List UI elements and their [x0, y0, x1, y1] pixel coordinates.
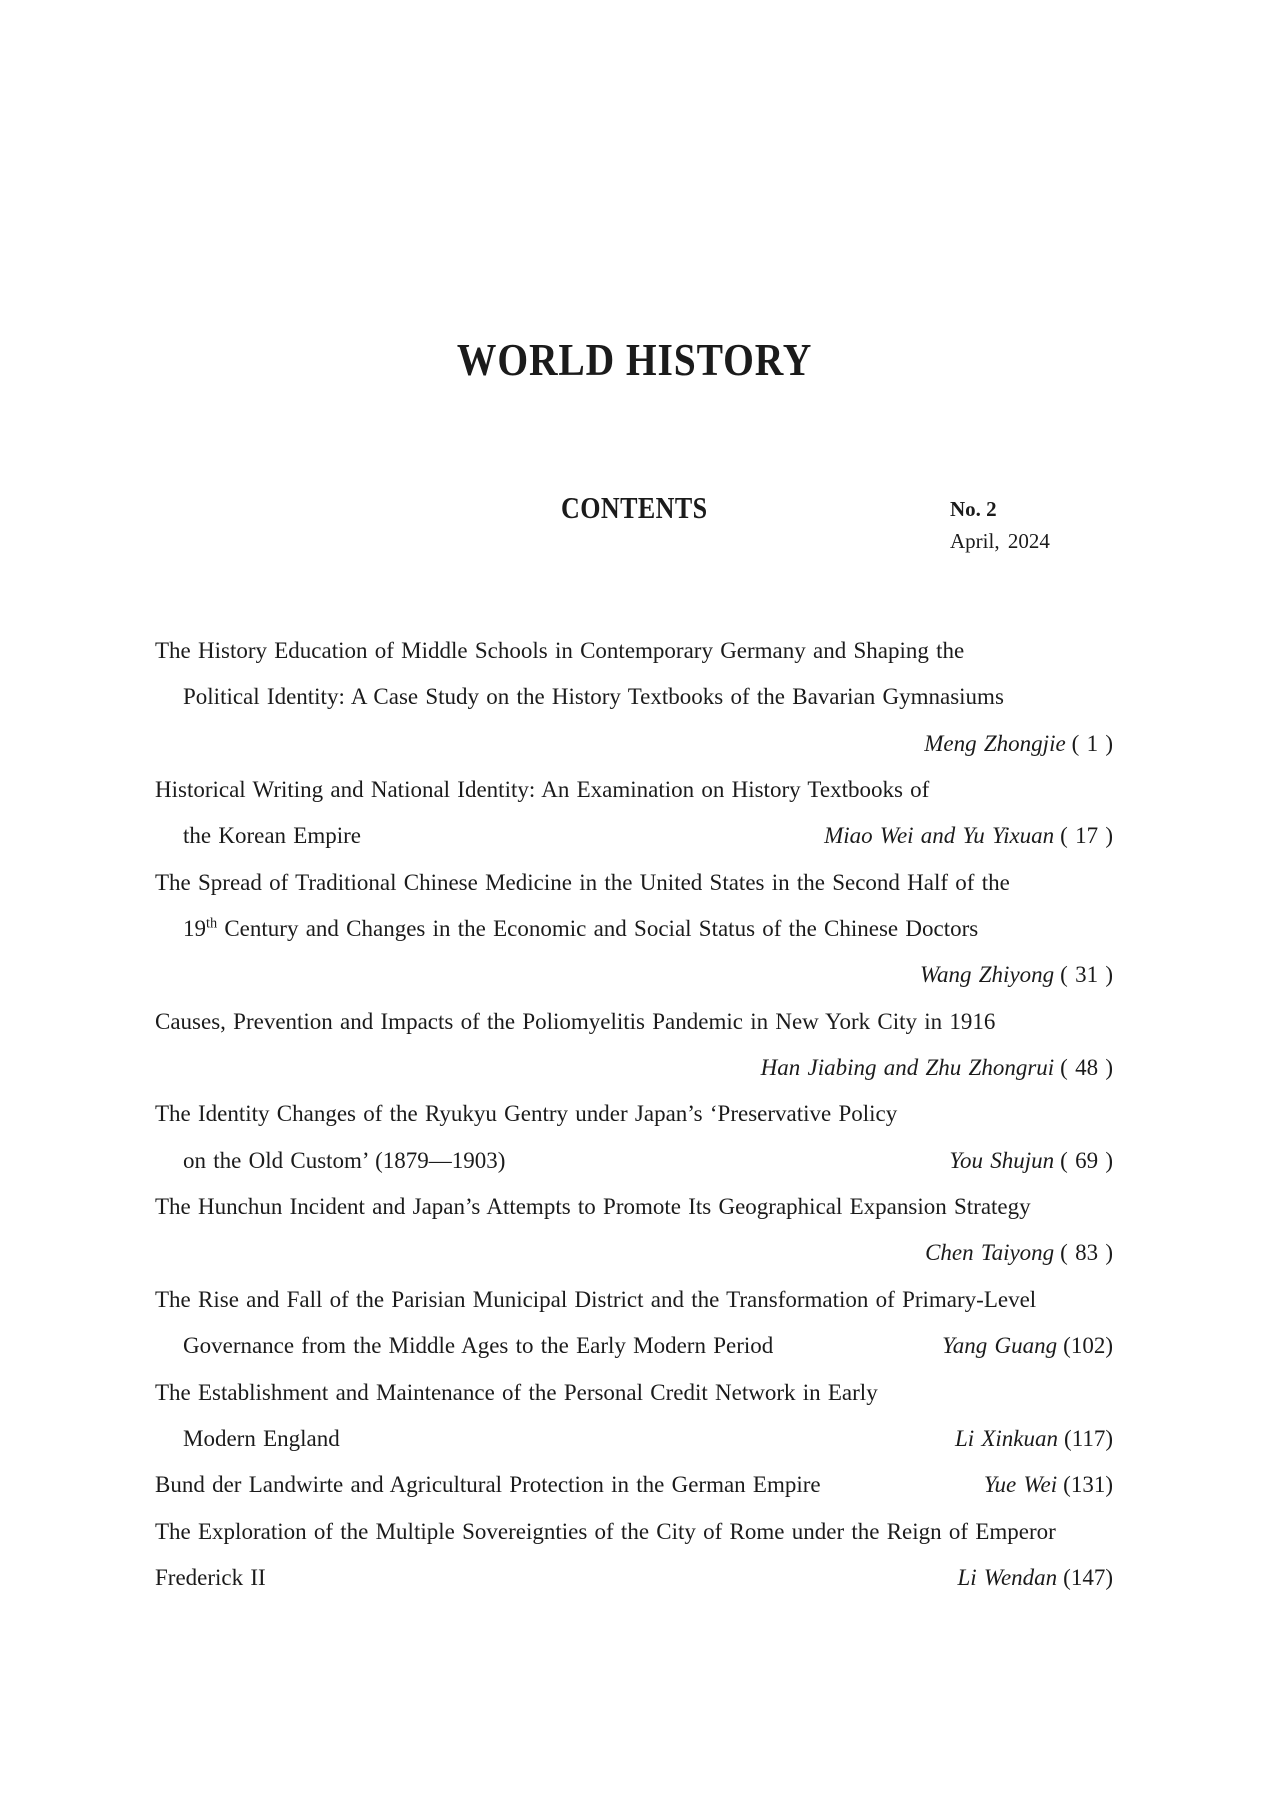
toc-entry — [155, 767, 1113, 860]
toc-author-page — [984, 1462, 1113, 1508]
toc-entry — [155, 1509, 1113, 1602]
toc-line — [155, 906, 1113, 952]
toc-line — [155, 999, 1113, 1045]
toc-entry — [155, 860, 1113, 999]
toc-entry — [155, 1184, 1113, 1277]
issue-info — [950, 499, 1050, 552]
toc-author-page — [920, 952, 1113, 998]
toc-line-text: The Hunchun Incident and Japan’s Attempts to Promote Its Geographical Expansion Strategy — [155, 1194, 1031, 1220]
toc-page-number: ( 17 ) — [1060, 823, 1113, 849]
toc-page-number: ( 1 ) — [1071, 730, 1113, 756]
toc-page-number: ( 31 ) — [1060, 962, 1113, 988]
toc-line — [155, 1555, 1113, 1601]
toc-page-number: (131) — [1063, 1472, 1113, 1498]
toc-line-text: the Korean Empire — [183, 823, 361, 849]
toc-author: Miao Wei and Yu Yixuan — [824, 823, 1055, 849]
toc-author-page — [955, 1416, 1113, 1462]
toc-author: You Shujun — [949, 1147, 1055, 1173]
toc-entry — [155, 1370, 1113, 1463]
toc-line-text: Causes, Prevention and Impacts of the Poliomyelitis Pandemic in New York City in 1916 — [155, 1008, 996, 1034]
toc-author-page — [957, 1555, 1113, 1601]
toc-author: Li Wendan — [957, 1564, 1058, 1590]
toc-line-text: 19th Century and Changes in the Economic and Social Status of the Chinese Doctors — [183, 915, 979, 942]
toc-line — [155, 860, 1113, 906]
issue-number: No. 2 — [950, 497, 997, 521]
toc-author: Yue Wei — [983, 1472, 1058, 1498]
toc-line-text: Bund der Landwirte and Agricultural Protection in the German Empire — [155, 1472, 821, 1498]
toc-entry — [155, 1462, 1113, 1508]
toc-line-text: Historical Writing and National Identity: An Examination on History Textbooks of — [155, 777, 930, 803]
toc-line — [155, 1184, 1113, 1230]
toc-entry — [155, 999, 1113, 1092]
toc-line — [155, 1277, 1113, 1323]
toc-author: Li Xinkuan — [954, 1425, 1059, 1451]
toc-line — [155, 674, 1113, 720]
toc-line-text: The Spread of Traditional Chinese Medicine in the United States in the Second Half of the — [155, 869, 1010, 895]
toc-author: Wang Zhiyong — [919, 962, 1055, 988]
toc-line — [155, 1091, 1113, 1137]
toc-line-text: on the Old Custom’ (1879—1903) — [183, 1147, 506, 1173]
toc-page-number: ( 83 ) — [1060, 1240, 1113, 1266]
toc-list — [155, 628, 1113, 1601]
toc-line — [155, 628, 1113, 674]
toc-page-number: (147) — [1063, 1564, 1113, 1590]
toc-author-page — [924, 721, 1113, 767]
toc-page-number: ( 48 ) — [1060, 1055, 1113, 1081]
toc-author-page — [761, 1045, 1113, 1091]
toc-line — [155, 767, 1113, 813]
toc-author: Yang Guang — [942, 1333, 1058, 1359]
toc-page-number: ( 69 ) — [1060, 1147, 1113, 1173]
toc-line-text: Governance from the Middle Ages to the Early Modern Period — [183, 1333, 774, 1359]
toc-line-text: The Exploration of the Multiple Sovereignties of the City of Rome under the Reign of Emperor — [155, 1518, 1056, 1544]
toc-author-page — [824, 813, 1113, 859]
toc-line — [155, 1416, 1113, 1462]
toc-author-page — [949, 1138, 1113, 1184]
toc-line — [155, 1462, 1113, 1508]
toc-author-page — [925, 1230, 1113, 1276]
contents-heading: CONTENTS — [561, 490, 708, 525]
toc-line — [155, 1323, 1113, 1369]
toc-line — [155, 1045, 1113, 1091]
toc-entry — [155, 628, 1113, 767]
toc-entry — [155, 1277, 1113, 1370]
toc-author: Chen Taiyong — [925, 1240, 1055, 1266]
toc-author: Meng Zhongjie — [924, 730, 1066, 756]
toc-line-text: The Identity Changes of the Ryukyu Gentry under Japan’s ‘Preservative Policy — [155, 1101, 898, 1127]
toc-line-text: Modern England — [183, 1425, 340, 1451]
toc-line — [155, 813, 1113, 859]
toc-line — [155, 1230, 1113, 1276]
toc-line — [155, 1509, 1113, 1555]
toc-line-text: The Rise and Fall of the Parisian Municipal District and the Transformation of Primary-Level — [155, 1286, 1037, 1312]
toc-line-text: Political Identity: A Case Study on the History Textbooks of the Bavarian Gymnasiums — [183, 684, 1004, 710]
journal-title-row — [0, 334, 1269, 385]
ordinal-superscript: th — [206, 915, 218, 932]
toc-line — [155, 1370, 1113, 1416]
toc-line-text: The History Education of Middle Schools in Contemporary Germany and Shaping the — [155, 638, 965, 663]
toc-line-text: The Establishment and Maintenance of the Personal Credit Network in Early — [155, 1379, 878, 1405]
toc-line — [155, 952, 1113, 998]
toc-line-text: Frederick II — [155, 1564, 266, 1590]
toc-entry — [155, 1091, 1113, 1184]
issue-date: April, 2024 — [950, 529, 1050, 553]
toc-page-number: (102) — [1063, 1333, 1113, 1359]
toc-author-page — [942, 1323, 1113, 1369]
toc-author: Han Jiabing and Zhu Zhongrui — [760, 1055, 1055, 1081]
toc-page-number: (117) — [1064, 1425, 1113, 1451]
toc-line — [155, 721, 1113, 767]
contents-heading-row — [0, 492, 1269, 523]
journal-title: WORLD HISTORY — [456, 334, 813, 385]
toc-line — [155, 1138, 1113, 1184]
